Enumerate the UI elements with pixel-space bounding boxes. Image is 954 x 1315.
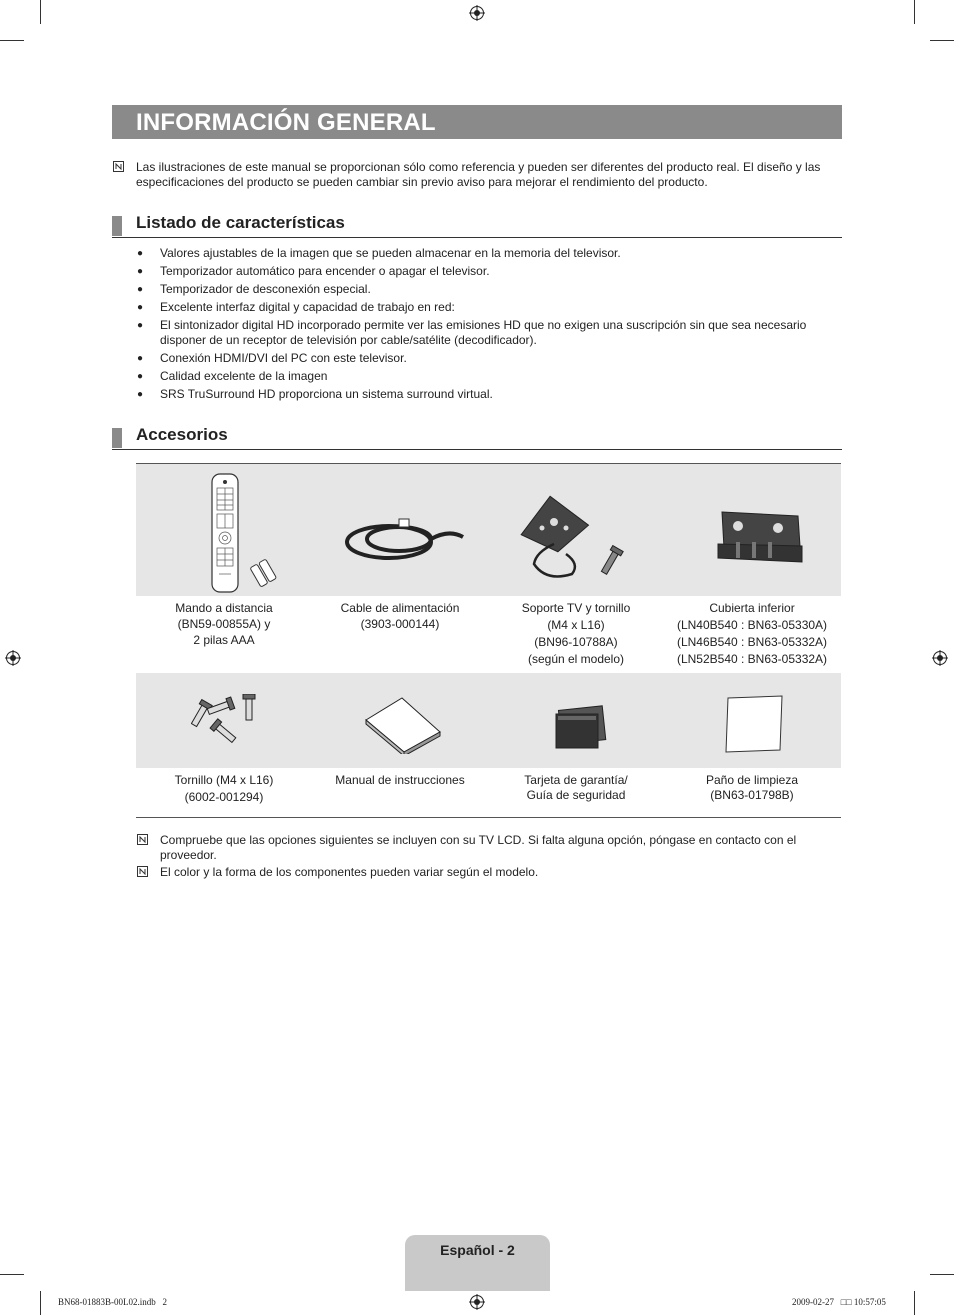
registration-mark-icon [5, 650, 21, 666]
crop-mark [0, 1274, 24, 1275]
page-number: Español - 2 [440, 1242, 515, 1258]
list-item: ● Excelente interfaz digital y capacidad de trabajo en red: [136, 300, 836, 315]
page-title: INFORMACIÓN GENERAL [136, 109, 436, 136]
features-heading-bar [112, 213, 842, 238]
list-item: ● SRS TruSurround HD proporciona un sistema surround virtual. [136, 387, 836, 402]
accessory-note: El color y la forma de los componentes pueden variar según el modelo. [160, 865, 539, 879]
accessory-caption: Manual de instrucciones [335, 773, 465, 787]
features-list [136, 246, 836, 405]
power-cable-icon [339, 509, 469, 579]
crop-mark [930, 40, 954, 41]
file-info: BN68-01883B-00L02.indb 2 [58, 1297, 167, 1307]
accessories-heading-bar [112, 425, 842, 450]
manual-book-icon [362, 694, 444, 754]
list-item: ● Temporizador automático para encender o apagar el televisor. [136, 264, 836, 279]
registration-mark-icon [469, 5, 485, 21]
crop-mark [40, 0, 41, 24]
print-timestamp: 2009-02-27 □□ 10:57:05 [792, 1297, 886, 1307]
accessory-caption: Cable de alimentación (3903-000144) [340, 601, 460, 631]
crop-mark [914, 0, 915, 24]
note-icon [137, 866, 148, 877]
intro-note: Las ilustraciones de este manual se proporcionan sólo como referencia y pueden ser diferentes del producto real. El diseño y las especificaciones del producto se pueden cambiar sin previo aviso para mejorar el rendimiento del producto. [136, 160, 821, 189]
bottom-cover-icon [708, 504, 808, 574]
screws-icon [191, 694, 261, 752]
accessory-caption: Tarjeta de garantía/ Guía de seguridad [524, 773, 628, 802]
accessories-heading: Accesorios [136, 425, 228, 444]
section-marker [112, 216, 122, 236]
features-heading: Listado de características [136, 213, 345, 232]
accessories-table [136, 463, 841, 818]
crop-mark [40, 1291, 41, 1315]
accessory-caption: Mando a distancia (BN59-00855A) y 2 pilas AAA [175, 601, 273, 647]
cleaning-cloth-icon [722, 694, 786, 754]
page-title-bar [112, 105, 842, 139]
accessory-caption: Soporte TV y tornillo (M4 x L16) (BN96-10788A) (según el modelo) [521, 601, 631, 666]
accessory-caption: Cubierta inferior (LN40B540 : BN63-05330A) (LN46B540 : BN63-05332A) (LN52B540 : BN63-05332A) [676, 601, 828, 666]
note-icon [113, 161, 124, 172]
crop-mark [914, 1291, 915, 1315]
section-marker [112, 428, 122, 448]
accessory-caption: Paño de limpieza (BN63-01798B) [705, 773, 799, 802]
tv-stand-screw-icon [516, 492, 636, 587]
note-icon [137, 834, 148, 845]
registration-mark-icon [469, 1294, 485, 1310]
page-number-tab [405, 1235, 550, 1291]
list-item: ● El sintonizador digital HD incorporado permite ver las emisiones HD que no exigen una suscripción sin que sea necesario disponer de un receptor de televisión por cable/satélite (decodificador). [136, 318, 836, 348]
accessory-note: Compruebe que las opciones siguientes se incluyen con su TV LCD. Si falta alguna opción, póngase en contacto con el proveedor. [160, 833, 797, 862]
accessory-caption: Tornillo (M4 x L16) (6002-001294) [174, 773, 274, 804]
warranty-card-icon [552, 704, 608, 750]
crop-mark [930, 1274, 954, 1275]
remote-control-icon [206, 472, 286, 596]
crop-mark [0, 40, 24, 41]
list-item: ● Conexión HDMI/DVI del PC con este televisor. [136, 351, 836, 366]
list-item: ● Valores ajustables de la imagen que se pueden almacenar en la memoria del televisor. [136, 246, 836, 261]
registration-mark-icon [932, 650, 948, 666]
list-item: ● Calidad excelente de la imagen [136, 369, 836, 384]
list-item: ● Temporizador de desconexión especial. [136, 282, 836, 297]
